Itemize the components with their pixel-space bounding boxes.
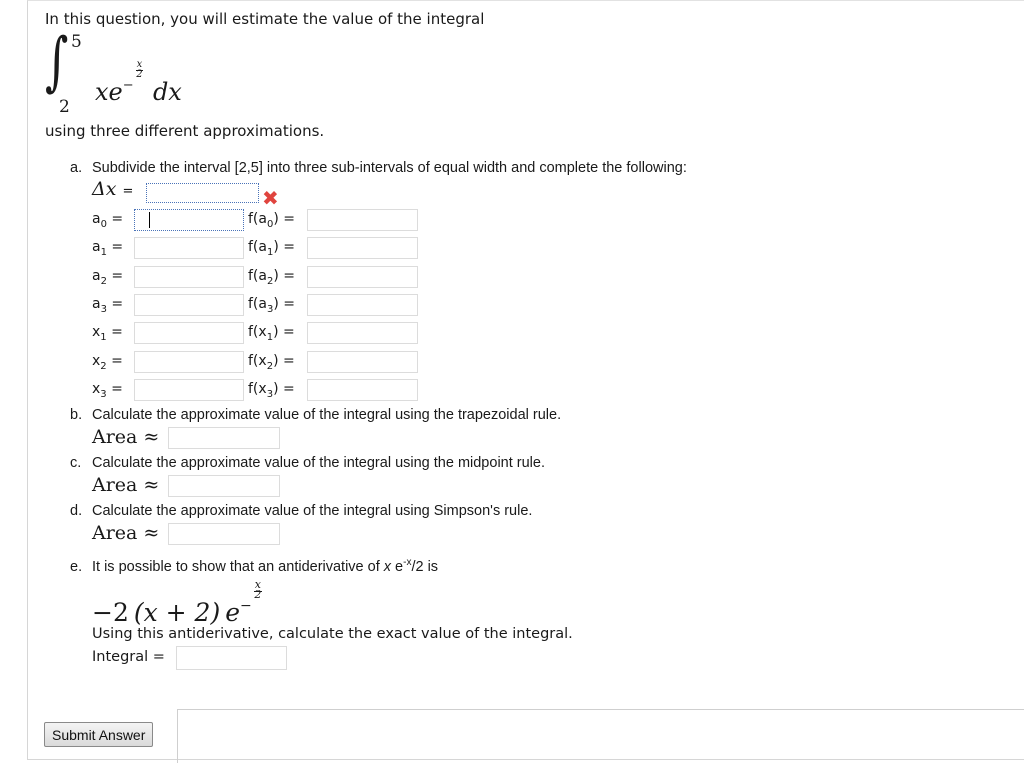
- function-label-fx2: $f(x_2)$ =: [248, 352, 295, 372]
- function-label-fa1: $f(a_1)$ =: [248, 239, 296, 259]
- part-c-prompt: c. Calculate the approximate value of the integral using the midpoint rule.: [70, 455, 545, 471]
- integral-expression: [45, 25, 305, 120]
- trapezoid-area-input[interactable]: [168, 427, 280, 449]
- function-input-fa2[interactable]: [307, 266, 418, 288]
- point-label-x2: $x_2$ =: [92, 352, 123, 372]
- simpson-area-label: Area ≈: [92, 522, 160, 544]
- integrand: $xe^{-\frac{x}{2}}$ dx: [95, 59, 182, 106]
- lower-limit: 2: [59, 97, 70, 117]
- integral-label: Integral =: [92, 649, 165, 665]
- point-label-x1: $x_1$ =: [92, 324, 123, 343]
- function-label-fa3: $f(a_3)$ =: [248, 295, 296, 315]
- part-e-prompt: e. It is possible to show that an antiderivative of x $e^{-x}/2$ is: [70, 557, 439, 575]
- point-label-a3: $a_3$ =: [92, 295, 124, 315]
- part-e-instruction: Using this antiderivative, calculate the exact value of the integral.: [92, 626, 573, 642]
- point-input-x1[interactable]: [134, 322, 244, 344]
- exact-integral-input[interactable]: [176, 646, 287, 670]
- delta-x-input[interactable]: [146, 183, 259, 203]
- function-input-fa3[interactable]: [307, 294, 418, 316]
- part-d-prompt: d. Calculate the approximate value of the integral using Simpson's rule.: [70, 503, 533, 519]
- function-label-fx1: $f(x_1)$ =: [248, 324, 295, 343]
- submit-answer-button[interactable]: Submit Answer: [44, 722, 153, 747]
- trapezoid-area-label: Area ≈: [92, 426, 160, 448]
- function-label-fa0: $f(a_0)$ =: [248, 211, 296, 230]
- point-input-a2[interactable]: [134, 266, 244, 288]
- midpoint-area-input[interactable]: [168, 475, 280, 497]
- point-label-x3: $x_3$ =: [92, 380, 123, 400]
- point-label-a2: $a_2$ =: [92, 267, 124, 287]
- antiderivative-expression: −2 (x + 2) $e^{-x 2}$: [92, 578, 262, 627]
- simpson-area-input[interactable]: [168, 523, 280, 545]
- function-input-fa1[interactable]: [307, 237, 418, 259]
- function-input-fx3[interactable]: [307, 379, 418, 401]
- question-using: using three different approximations.: [45, 122, 325, 140]
- upper-limit: 5: [71, 32, 82, 52]
- midpoint-area-label: Area ≈: [92, 474, 160, 496]
- question-intro: In this question, you will estimate the value of the integral: [45, 10, 485, 28]
- part-a-prompt: a. Subdivide the interval [2,5] into three sub-intervals of equal width and complete the following:: [70, 160, 687, 176]
- function-label-fx3: $f(x_3)$ =: [248, 380, 295, 400]
- integral-sign: ∫: [45, 25, 69, 99]
- function-input-fa0[interactable]: [307, 209, 418, 231]
- function-input-fx2[interactable]: [307, 351, 418, 373]
- point-label-a1: $a_1$ =: [92, 239, 124, 259]
- point-label-a0: $a_0$ =: [92, 211, 124, 230]
- point-input-a0[interactable]: [134, 209, 244, 231]
- point-input-x3[interactable]: [134, 379, 244, 401]
- function-input-fx1[interactable]: [307, 322, 418, 344]
- point-input-a3[interactable]: [134, 294, 244, 316]
- part-b-prompt: b. Calculate the approximate value of the integral using the trapezoidal rule.: [70, 407, 562, 423]
- point-input-x2[interactable]: [134, 351, 244, 373]
- incorrect-icon: ✖: [262, 186, 279, 210]
- point-input-a1[interactable]: [134, 237, 244, 259]
- delta-x-label: Δx =: [92, 178, 134, 200]
- feedback-box: [177, 709, 1024, 763]
- text-cursor: [149, 212, 150, 228]
- function-label-fa2: $f(a_2)$ =: [248, 267, 296, 287]
